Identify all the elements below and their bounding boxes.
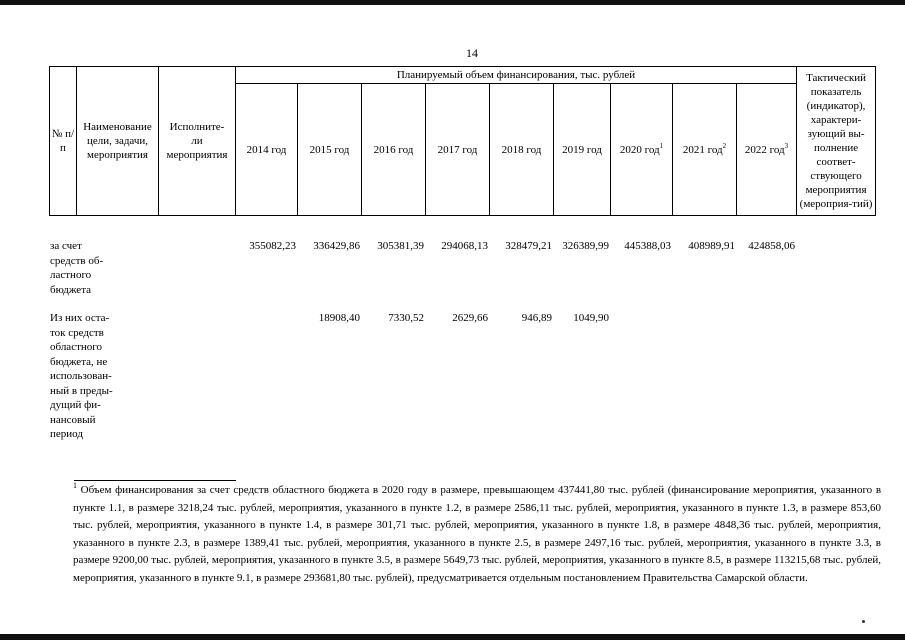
executors-cell — [158, 311, 235, 442]
row-name-line: нансовый — [50, 413, 96, 426]
footnote-separator — [74, 480, 236, 481]
table-row — [49, 239, 875, 311]
year-header-2017: 2017 год — [426, 84, 490, 216]
value-2018: 328479,21 — [505, 240, 553, 252]
row-name-line: ластного — [50, 269, 92, 281]
value-2018: 946,89 — [521, 312, 553, 324]
year-header-2015: 2015 год — [298, 84, 362, 216]
year-header-2016: 2016 год — [362, 84, 426, 216]
top-scan-border — [0, 0, 905, 5]
value-2015: 336429,86 — [313, 240, 361, 252]
executors-header-line: Исполните- — [169, 121, 225, 133]
value-2017: 294068,13 — [441, 240, 489, 252]
table-row — [49, 311, 875, 442]
row-name-line: дущий фи- — [50, 399, 101, 411]
value-2017: 2629,66 — [452, 312, 489, 324]
indicator-cell — [796, 239, 875, 311]
financing-table-header — [49, 66, 876, 216]
col-name-header: Наименование цели, задачи, мероприятия — [77, 67, 159, 216]
value-2022 — [736, 311, 796, 442]
value-2014 — [235, 311, 297, 442]
page-number: 14 — [466, 46, 478, 60]
row-name-line: областного — [50, 341, 103, 353]
year-header-2022: 2022 год$^3$ — [737, 84, 797, 216]
value-2015: 18908,40 — [318, 312, 361, 324]
row-name-line: бюджета — [50, 283, 92, 296]
executors-header-line: ли — [191, 135, 203, 147]
year-header-2019: 2019 год — [554, 84, 611, 216]
executors-header-line: мероприятия — [166, 149, 228, 161]
value-2021 — [672, 311, 736, 442]
row-name-line: Из них оста- — [50, 312, 110, 324]
row-name-line: за счет — [50, 240, 82, 252]
indicator-cell — [796, 311, 875, 442]
col-number-header: № п/п — [50, 67, 77, 216]
row-name-line: использован- — [50, 370, 112, 382]
bottom-scan-border — [0, 634, 905, 640]
value-2020 — [610, 311, 672, 442]
year-header-2018: 2018 год — [490, 84, 554, 216]
value-2016: 7330,52 — [388, 312, 425, 324]
scan-speck — [862, 620, 865, 623]
planned-financing-header: Планируемый объем финансирования, тыс. рублей — [236, 67, 797, 84]
value-2014: 355082,23 — [249, 240, 297, 252]
row-name-cell — [49, 239, 158, 311]
row-name-line: средств об- — [50, 254, 104, 267]
row-name-line: ток средств — [50, 326, 104, 339]
financing-table-body — [49, 239, 875, 442]
value-2019: 326389,99 — [562, 240, 610, 252]
year-header-2021: 2021 год$^2$ — [673, 84, 737, 216]
footnote-text: Объем финансирования за счет средств областного бюджета в 2020 году в размере, превышающем 437441,80 тыс. рублей (финансирование мероприятия, указанного в пункте 1.1, в размере 3218,24 тыс. рублей, мероприятия, указанного в пункте 1.2, в размере 2586,11 тыс. рублей, мероприятия, указанного в пункте 1.3, в размере 853,60 тыс. рублей, мероприятия, указанного в пункте 1.4, в размере 301,71 тыс. рублей, мероприятия, указанного в пункте 1.8, в размере 4848,36 тыс. рублей, мероприятия, указанного в пункте 2.3, в размере 1389,41 тыс. рублей, мероприятия, указанного в пункте 2.5, в размере 2497,16 тыс. рублей, мероприятия, указанного в пункте 3.3, в размере 9200,00 тыс. рублей, мероприятия, указанного в пункте 3.5, в размере 5649,73 тыс. рублей, мероприятия, указанного в пункте 8.5, в размере 113215,68 тыс. рублей, мероприятия, указанного в пункте 9.1, в размере 293681,80 тыс. рублей), предусматривается отдельным постановлением Правительства Самарской области. — [73, 484, 882, 584]
row-name-line: период — [50, 428, 83, 440]
value-2016: 305381,39 — [377, 240, 425, 252]
row-name-cell — [49, 311, 158, 442]
value-2019: 1049,90 — [573, 312, 610, 324]
value-2020: 445388,03 — [624, 240, 672, 252]
value-2022: 424858,06 — [748, 240, 796, 252]
row-name-line: ный в преды- — [50, 384, 113, 397]
value-2021: 408989,91 — [688, 240, 736, 252]
tactical-indicator-header: Тактический показатель (индикатор), характери-зующий вы-полнение соответ-ствующего мероприятия (мероприя-тий) — [797, 67, 876, 216]
year-header-2014: 2014 год — [236, 84, 298, 216]
footnote-marker: 1 — [73, 481, 77, 490]
executors-cell — [158, 239, 235, 311]
year-header-2020: 2020 год$^1$ — [611, 84, 673, 216]
footnote — [73, 482, 881, 587]
row-name-line: бюджета, не — [50, 355, 108, 368]
col-executors-header — [159, 67, 236, 216]
